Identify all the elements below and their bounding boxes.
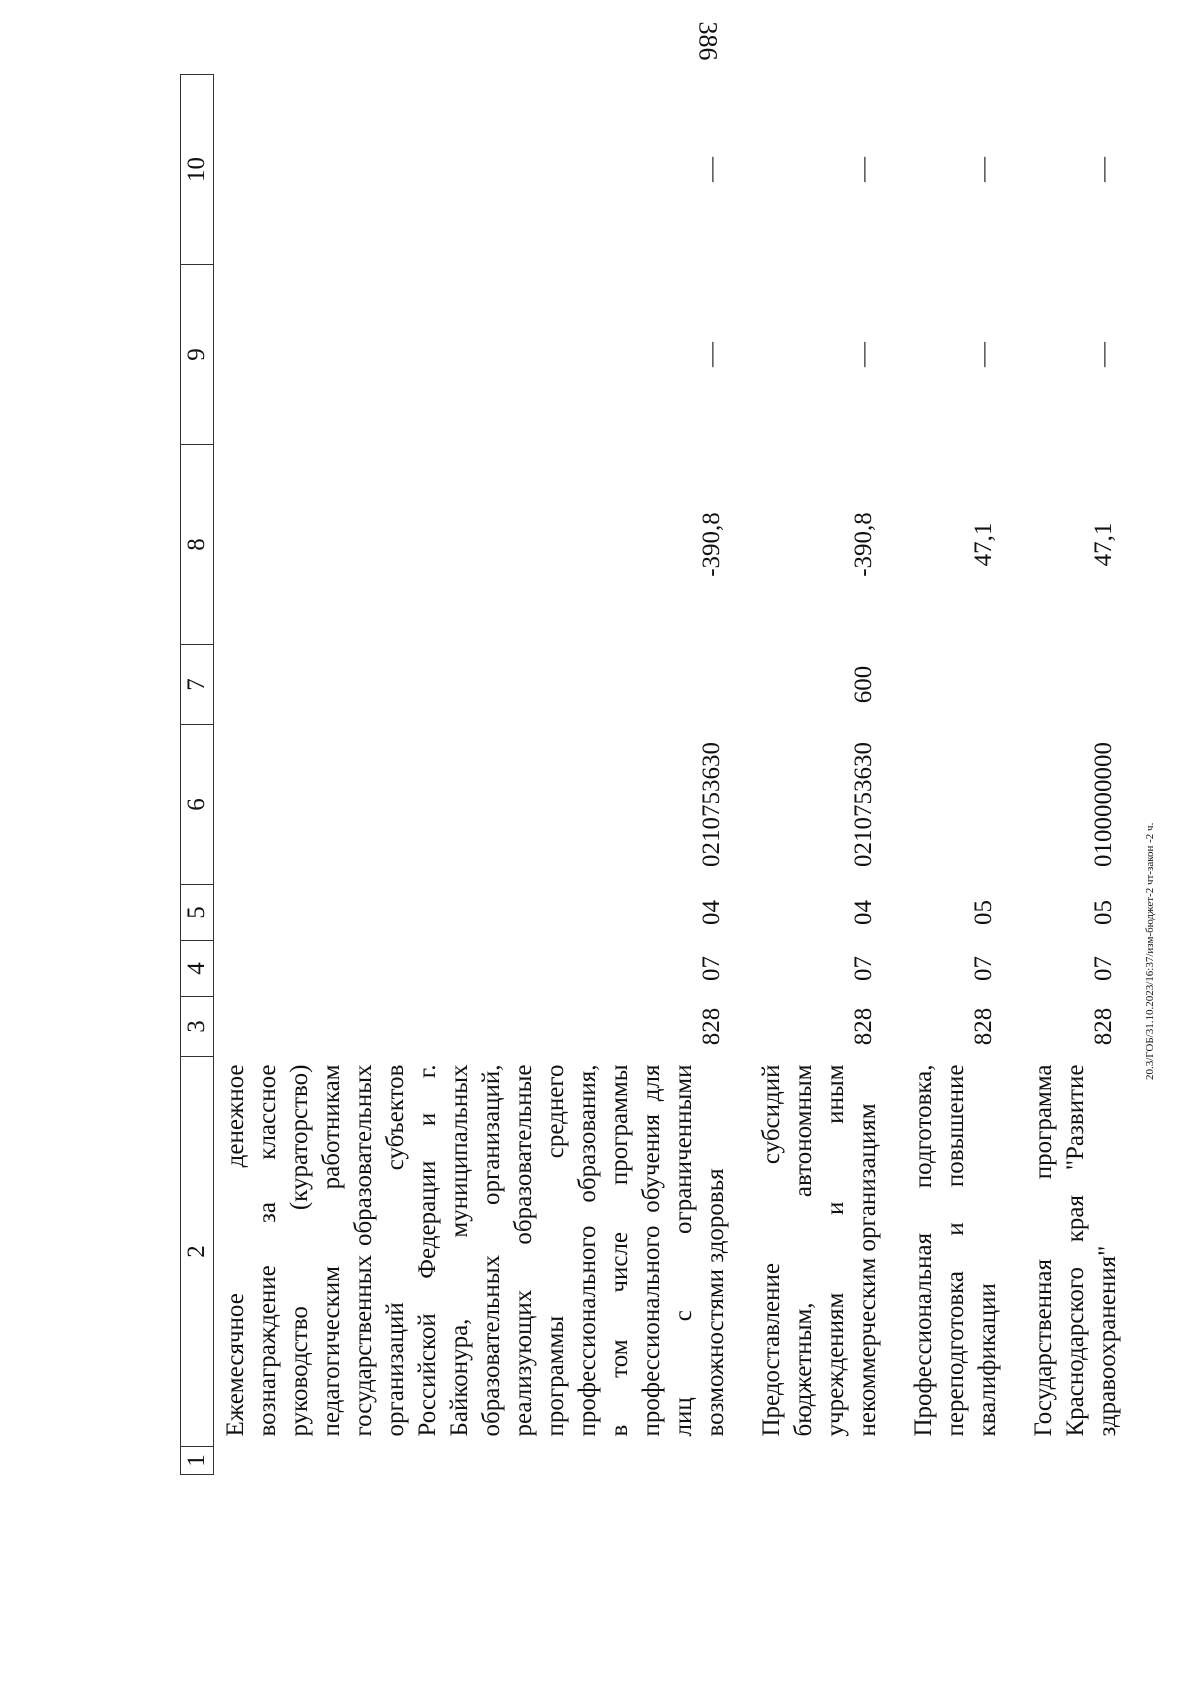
table-row [902, 75, 1022, 1475]
cell-target-code [902, 725, 1022, 885]
cell-target-code: 0210753630 [850, 742, 877, 867]
cell-section: 07 [1090, 956, 1117, 981]
footer-code-text: 20.3/ГОБ/31.10.2023/16:37/изм-бюджет-2 чт-закон -2 ч. [1144, 822, 1156, 1080]
cell-expense-type [902, 645, 1022, 725]
column-header: 9 [181, 265, 214, 445]
row-description: Предоставление субсидий бюджетным, автономным учреждениям и иным некоммерческим организациям [758, 1064, 881, 1437]
row-description: Профессиональная подготовка, переподготовка и повышение квалификации [910, 1064, 1001, 1437]
cell-section: 07 [698, 956, 725, 981]
cell-ministry: 828 [970, 1007, 997, 1046]
cell-target-code: 0210753630 [698, 742, 725, 867]
cell-expense-type: 600 [850, 665, 877, 704]
column-header: 2 [181, 1057, 214, 1447]
column-header: 3 [181, 997, 214, 1057]
budget-table-wrapper [180, 75, 1200, 1467]
cell-amount: 47,1 [1090, 522, 1117, 567]
table-row [214, 75, 751, 1475]
column-header: 5 [181, 885, 214, 941]
column-header: 4 [181, 941, 214, 997]
column-header: 8 [181, 445, 214, 645]
cell-col10: — [698, 157, 725, 182]
cell-col9: — [698, 342, 725, 367]
cell-col9: — [850, 342, 877, 367]
cell-ministry: 828 [1090, 1007, 1117, 1046]
cell-subsection: 05 [970, 900, 997, 925]
budget-table [180, 74, 1142, 1475]
cell-col9: — [970, 342, 997, 367]
cell-expense-type [1022, 645, 1142, 725]
cell-col9: — [1090, 342, 1117, 367]
column-header: 10 [181, 75, 214, 265]
header-row [181, 75, 214, 1475]
table-row [1022, 75, 1142, 1475]
cell-section: 07 [850, 956, 877, 981]
cell-subsection: 05 [1090, 900, 1117, 925]
cell-col10: — [970, 157, 997, 182]
cell-expense-type [214, 645, 751, 725]
row-description: Ежемесячное денежное вознаграждение за классное руководство (кураторство) педагогическим работникам государственных образовательных организаций субъектов Российской Федерации и г. Байконура, муниципальных образовательных организаций, реализующих образовательные программы среднего профессионального образования, в том числе программы профессионального обучения для лиц с ограниченными возможностями здоровья [222, 1064, 729, 1437]
cell-amount: -390,8 [850, 512, 877, 577]
page-number: 386 [693, 21, 723, 61]
column-header: 7 [181, 645, 214, 725]
row-description: Государственная программа Краснодарского края "Развитие здравоохранения" [1030, 1064, 1121, 1437]
cell-amount: -390,8 [698, 512, 725, 577]
cell-col10: — [1090, 157, 1117, 182]
column-header: 1 [181, 1447, 214, 1475]
cell-amount: 47,1 [970, 522, 997, 567]
cell-ministry: 828 [850, 1007, 877, 1046]
cell-section: 07 [970, 956, 997, 981]
cell-target-code: 0100000000 [1090, 742, 1117, 867]
table-row [750, 75, 902, 1475]
cell-subsection: 04 [698, 900, 725, 925]
cell-ministry: 828 [698, 1007, 725, 1046]
cell-col10: — [850, 157, 877, 182]
budget-table-sheet [180, 75, 1130, 1475]
column-header: 6 [181, 725, 214, 885]
cell-subsection: 04 [850, 900, 877, 925]
